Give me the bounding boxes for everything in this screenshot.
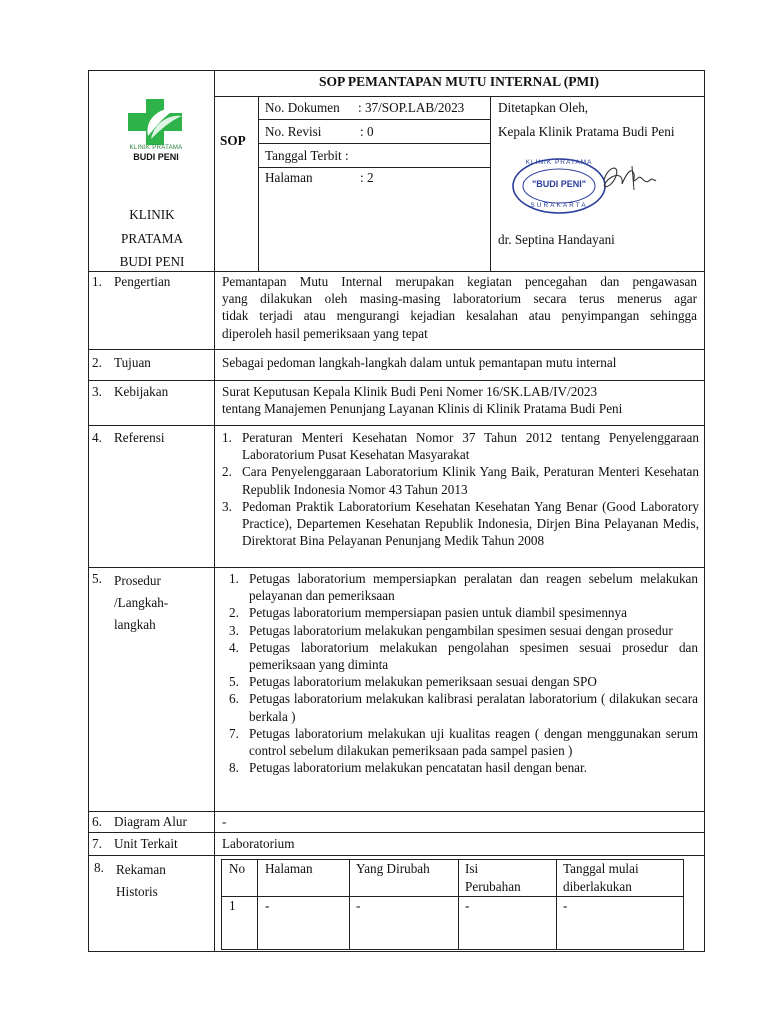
section-label: Unit Terkait (114, 836, 178, 851)
signature-icon (598, 160, 660, 196)
section-text: Laboratorium (222, 836, 295, 851)
table-cell: 1 (229, 898, 236, 913)
section-paragraph (222, 383, 697, 417)
list-item (221, 690, 698, 724)
logo-cross-icon (118, 96, 194, 146)
paragraph-line: yang dilakukan oleh masing-masing laboratorium secara terus menerus agar (222, 291, 697, 307)
doc-no-value: : 37/SOP.LAB/2023 (358, 100, 465, 115)
section-label (114, 570, 168, 636)
paragraph-line: Pemantapan Mutu Internal merupakan kegiatan pencegahan dan pengawasan (222, 274, 697, 289)
table-header-line: Isi (465, 861, 479, 876)
section-label (116, 859, 166, 903)
table-header-cell: Yang Dirubah (356, 861, 430, 876)
clinic-name-line: BUDI PENI (119, 254, 185, 269)
reference-list (214, 429, 699, 549)
list-item-text: Cara Penyelenggaraan Laboratorium Klinik Yang Baik, Peraturan Menteri Kesehatan Republik Indonesia Nomor 43 Tahun 2013 (242, 464, 699, 497)
revision-value: : 0 (360, 124, 374, 139)
section-label: Diagram Alur (114, 814, 187, 829)
approved-by: Ditetapkan Oleh, (498, 100, 589, 115)
section-text: - (222, 814, 227, 829)
list-item (221, 725, 698, 759)
list-item (221, 759, 698, 776)
table-header-line: Perubahan (465, 879, 521, 894)
list-item (221, 570, 698, 604)
section-label: Pengertian (114, 274, 171, 289)
clinic-name (90, 203, 214, 274)
list-item (214, 463, 699, 497)
section-label-line: Prosedur (114, 573, 161, 588)
section-number: 7. (92, 836, 102, 851)
section-number: 6. (92, 814, 102, 829)
page-value: : 2 (360, 170, 374, 185)
list-item (221, 622, 698, 639)
doc-no-label: No. Dokumen (265, 100, 340, 115)
list-item-text: Petugas laboratorium mempersiapkan peralatan dan reagen sebelum melakukan pelayanan dan pemeriksaan (249, 571, 698, 604)
section-number: 4. (92, 430, 102, 445)
section-label: Referensi (114, 430, 165, 445)
list-item-text: Petugas laboratorium melakukan uji kualitas reagen ( dengan menggunakan serum control sebelum dilakukan pemeriksaan pada sampel pasien ) (249, 725, 698, 759)
list-item-text: Petugas laboratorium melakukan pengolahan spesimen sesuai prosedur dan pemeriksaan yang diminta (249, 639, 698, 673)
stamp-top-text: KLINIK PRATAMA (525, 159, 593, 166)
section-label: Tujuan (114, 355, 151, 370)
list-item-number: 2. (222, 464, 232, 480)
list-item-number: 3. (229, 622, 239, 638)
table-header-cell (465, 860, 521, 896)
list-item-text: Peraturan Menteri Kesehatan Nomor 37 Tahun 2012 tentang Penyelenggaraan Laboratorium Pusat Kesehatan Masyarakat (242, 430, 699, 463)
list-item-number: 1. (229, 571, 239, 586)
list-item-number: 6. (229, 691, 239, 707)
paragraph-line: tidak terjadi atau mengurangi kejadian kesalahan atau penyimpangan sehingga (222, 308, 697, 324)
stamp-center-text: "BUDI PENI" (531, 179, 587, 189)
list-item-text: Petugas laboratorium melakukan pemeriksaan sesuai dengan SPO (249, 674, 597, 690)
section-text: Sebagai pedoman langkah-langkah dalam untuk pemantapan mutu internal (222, 355, 617, 370)
list-item (221, 639, 698, 673)
section-number: 2. (92, 355, 102, 370)
signer-name: dr. Septina Handayani (498, 232, 615, 247)
list-item (214, 429, 699, 463)
table-cell: - (465, 898, 470, 913)
sop-label: SOP (220, 133, 246, 148)
clinic-name-line: KLINIK (129, 207, 175, 222)
table-cell: - (356, 898, 361, 913)
section-paragraph (222, 273, 697, 342)
section-number: 8. (94, 860, 104, 875)
list-item-text: Petugas laboratorium melakukan pencatatan hasil dengan benar. (249, 760, 587, 776)
section-number: 5. (92, 571, 102, 586)
clinic-stamp (510, 156, 608, 216)
list-item-text: Petugas laboratorium melakukan pengambilan spesimen sesuai dengan prosedur (249, 622, 673, 638)
page-title: SOP PEMANTAPAN MUTU INTERNAL (PMI) (319, 74, 599, 89)
list-item (221, 673, 698, 690)
table-header-line: diberlakukan (563, 879, 632, 894)
procedure-list (221, 570, 698, 776)
list-item-number: 3. (222, 498, 232, 514)
list-item-number: 7. (229, 725, 239, 741)
clinic-logo (118, 96, 194, 162)
list-item-text: Petugas laboratorium mempersiapan pasien untuk diambil spesimennya (249, 605, 627, 621)
page-label: Halaman (265, 170, 313, 185)
list-item-number: 5. (229, 674, 239, 690)
list-item (214, 498, 699, 550)
list-item (221, 604, 698, 621)
table-header-cell: No (229, 861, 246, 876)
section-label-line: Historis (116, 884, 158, 899)
section-label-line: Rekaman (116, 862, 166, 877)
logo-text-small: KLINIK PRATAMA (129, 145, 183, 151)
paragraph-line: Surat Keputusan Kepala Klinik Budi Peni Nomer 16/SK.LAB/IV/2023 (222, 384, 598, 399)
list-item-number: 4. (229, 639, 239, 655)
paragraph-line: tentang Manajemen Penunjang Layanan Klinis di Klinik Pratama Budi Peni (222, 401, 623, 417)
section-number: 1. (92, 274, 102, 289)
section-label: Kebijakan (114, 384, 169, 399)
table-cell: - (563, 898, 568, 913)
section-label-line: langkah (114, 617, 156, 632)
list-item-text: Pedoman Praktik Laboratorium Kesehatan Kesehatan Yang Benar (Good Laboratory Practice), Departemen Kesehatan Republik Indonesia, Dirjen Bina Pelayanan Medis, Direktorat Bina Pelayanan Penunjang Medik Tahun 2008 (242, 498, 699, 549)
table-header-cell: Halaman (265, 861, 313, 876)
paragraph-line: diperoleh hasil pemeriksaan yang tepat (222, 325, 428, 341)
list-item-text: Petugas laboratorium melakukan kalibrasi peralatan laboratorium ( dilakukan secara berkala ) (249, 691, 698, 724)
stamp-bottom-text: SURAKARTA (530, 202, 588, 209)
logo-text-big: BUDI PENI (133, 152, 179, 162)
clinic-name-line: PRATAMA (121, 230, 183, 246)
revision-label: No. Revisi (265, 124, 322, 139)
list-item-number: 1. (222, 430, 232, 445)
table-cell: - (265, 898, 270, 913)
list-item-number: 8. (229, 760, 239, 776)
table-header-cell (563, 860, 639, 896)
section-number: 3. (92, 384, 102, 399)
approver-title: Kepala Klinik Pratama Budi Peni (498, 124, 675, 139)
table-header-line: Tanggal mulai (563, 861, 639, 876)
issue-date-label: Tanggal Terbit : (265, 148, 349, 163)
section-label-line: /Langkah- (114, 595, 169, 610)
list-item-number: 2. (229, 605, 239, 621)
